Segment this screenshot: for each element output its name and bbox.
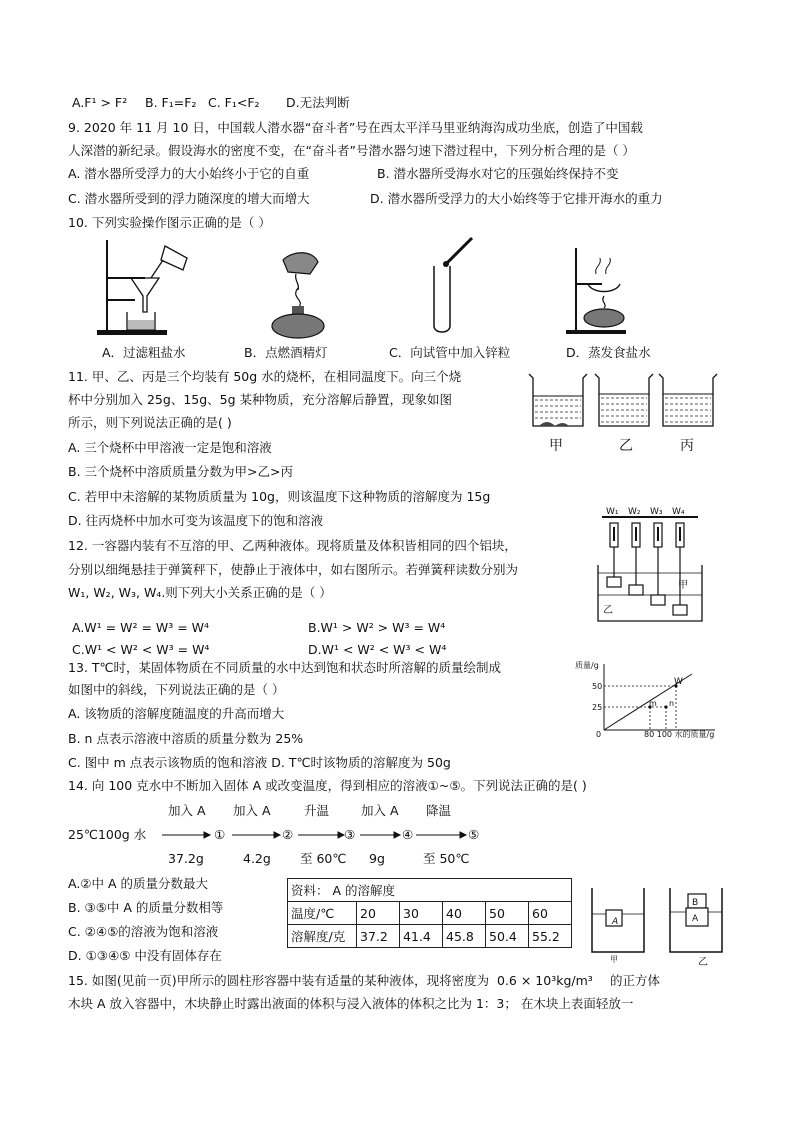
q14-amount-5: 至 50℃ xyxy=(423,851,470,866)
q12-option-d: D.W¹ < W² < W³ < W⁴ xyxy=(308,642,447,657)
q10-stem: 10. 下列实验操作图示正确的是（ ） xyxy=(68,215,271,230)
q15-density: 0.6 × 10³kg/m³ xyxy=(497,973,593,988)
q12-stem-line3: W₁, W₂, W₃, W₄.则下列大小关系正确的是（ ） xyxy=(68,585,332,600)
q14-table-cell: 40 xyxy=(443,902,486,925)
q14-solubility-table xyxy=(287,878,572,948)
q14-node-5: ⑤ xyxy=(468,827,480,842)
q9-option-d: D. 潜水器所受浮力的大小始终等于它排开海水的重力 xyxy=(370,191,663,206)
q9-stem-line1: 9. 2020 年 11 月 10 日，中国载人潜水器“奋斗者”号在西太平洋马里亚纳海沟成功坐底，创造了中国载 xyxy=(68,120,643,135)
q8-option-d: D.无法判断 xyxy=(286,95,350,110)
q12-option-b: B.W¹ > W² > W³ = W⁴ xyxy=(308,620,446,635)
q8-option-b: B. F₁=F₂ xyxy=(145,95,197,110)
q13-graph-xticks: 80 100 水的质量/g xyxy=(644,730,715,739)
q12-stem-line2: 分别以细绳悬挂于弹簧秤下，使静止于液体中，如右图所示。若弹簧秤读数分别为 xyxy=(68,562,519,577)
q12-scale-label-2: W₂ xyxy=(628,507,641,517)
q14-table-cell: 45.8 xyxy=(443,925,486,948)
q10-caption-c: C．向试管中加入锌粒 xyxy=(389,345,511,360)
q14-amount-4: 9g xyxy=(369,851,385,866)
q12-scale-label-4: W₄ xyxy=(672,507,685,517)
q12-liquid-label-yi: 乙 xyxy=(603,605,613,616)
q15-block-b-yi: B xyxy=(692,898,699,908)
q13-graph-point-m: m xyxy=(649,699,657,708)
q14-node-1: ① xyxy=(214,827,226,842)
q13-graph-ytick-50: 50 xyxy=(592,682,603,691)
q15-fig-label-yi: 乙 xyxy=(698,957,708,968)
q14-op-4: 加入 A xyxy=(361,803,399,818)
q11-beakers-figure xyxy=(525,370,725,436)
q15-line2: 木块 A 放入容器中，木块静止时露出液面的体积与浸入液体的体积之比为 1：3； 在木块上表面轻放一 xyxy=(68,996,634,1011)
q11-beaker-bing xyxy=(659,374,717,426)
q14-op-1: 加入 A xyxy=(168,803,206,818)
q14-node-3: ③ xyxy=(344,827,356,842)
q14-table-cell: 60 xyxy=(529,902,572,925)
q10-caption-d: D．蒸发食盐水 xyxy=(566,345,651,360)
q14-table-cell: 37.2 xyxy=(357,925,400,948)
q10-caption-a: A．过滤粗盐水 xyxy=(102,345,186,360)
q14-table-title: 资料： A 的溶解度 xyxy=(288,879,572,902)
q12-option-a: A.W¹ = W² = W³ = W⁴ xyxy=(72,620,210,635)
q14-op-3: 升温 xyxy=(304,803,330,818)
q10-filtration-figure xyxy=(95,238,205,338)
q11-beaker-yi xyxy=(595,374,653,426)
q14-table-row1-label: 温度/℃ xyxy=(288,902,357,925)
q10-caption-b: B．点燃酒精灯 xyxy=(244,345,328,360)
q10-test-tube-figure xyxy=(420,236,480,336)
q12-liquid-label-jia: 甲 xyxy=(678,580,688,591)
q13-stem-line2: 如图中的斜线，下列说法正确的是（ ） xyxy=(68,682,285,697)
q13-option-a: A. 该物质的溶解度随温度的升高而增大 xyxy=(68,706,285,721)
q14-node-2: ② xyxy=(282,827,294,842)
q12-scale-label-1: W₁ xyxy=(606,507,619,517)
q13-graph-point-n: n xyxy=(669,699,675,708)
q14-op-5: 降温 xyxy=(426,803,452,818)
q14-option-b: B. ③⑤中 A 的质量分数相等 xyxy=(68,900,224,915)
q8-option-a: A.F¹ > F² xyxy=(72,95,128,110)
q14-table-cell: 50.4 xyxy=(486,925,529,948)
q14-table-cell: 41.4 xyxy=(400,925,443,948)
q14-amount-1: 37.2g xyxy=(168,851,204,866)
q13-graph-ytick-25: 25 xyxy=(592,703,603,712)
q14-option-c: C. ②④⑤的溶液为饱和溶液 xyxy=(68,924,219,939)
q14-amount-3: 至 60℃ xyxy=(300,851,347,866)
q14-flow-arrows xyxy=(160,828,480,844)
q11-label-bing: 丙 xyxy=(680,438,694,454)
q10-alcohol-lamp-figure xyxy=(258,250,338,340)
q15-containers-figure xyxy=(588,884,728,956)
q11-option-c: C. 若甲中未溶解的某物质质量为 10g，则该温度下这种物质的溶解度为 15g xyxy=(68,489,491,504)
q13-graph-origin: 0 xyxy=(596,730,602,739)
q11-option-d: D. 往丙烧杯中加水可变为该温度下的饱和溶液 xyxy=(68,513,324,528)
q11-label-yi: 乙 xyxy=(619,438,633,454)
q14-node-4: ④ xyxy=(402,827,414,842)
q15-fig-label-jia: 甲 xyxy=(610,955,618,964)
q12-scale-label-3: W₃ xyxy=(650,507,663,517)
q11-stem-line1: 11. 甲、乙、丙是三个均装有 50g 水的烧杯，在相同温度下。向三个烧 xyxy=(68,369,462,384)
q9-option-c: C. 潜水器所受到的浮力随深度的增大而增大 xyxy=(68,191,310,206)
q15-block-a-jia: A xyxy=(612,917,619,927)
q14-option-a: A.②中 A 的质量分数最大 xyxy=(68,876,209,891)
q15-line1-pre: 15. 如图(见前一页)甲所示的圆柱形容器中装有适量的某种液体，现将密度为 xyxy=(68,973,490,988)
q14-amount-2: 4.2g xyxy=(243,851,271,866)
q13-option-b: B. n 点表示溶液中溶质的质量分数为 25% xyxy=(68,731,304,746)
q11-option-a: A. 三个烧杯中甲溶液一定是饱和溶液 xyxy=(68,440,272,455)
q12-stem-line1: 12. 一容器内装有不互溶的甲、乙两种液体。现将质量及体积皆相同的四个铝块， xyxy=(68,538,517,553)
q9-option-a: A. 潜水器所受浮力的大小始终小于它的自重 xyxy=(68,166,310,181)
q13-stem-line1: 13. T℃时，某固体物质在不同质量的水中达到饱和状态时所溶解的质量绘制成 xyxy=(68,660,502,675)
q13-graph-ylabel: 质量/g xyxy=(575,661,599,670)
q14-table-cell: 55.2 xyxy=(529,925,572,948)
q13-option-c: C. 图中 m 点表示该物质的饱和溶液 D. T℃时该物质的溶解度为 50g xyxy=(68,755,451,770)
q14-table-row2-label: 溶解度/克 xyxy=(288,925,357,948)
q9-stem-line2: 人深潜的新纪录。假设海水的密度不变，在“奋斗者”号潜水器匀速下潜过程中，下列分析合理的是（ ） xyxy=(68,143,635,158)
q9-option-b: B. 潜水器所受海水对它的压强始终保持不变 xyxy=(377,166,619,181)
q15-line1-post: 的正方体 xyxy=(610,973,661,988)
q8-option-c: C. F₁<F₂ xyxy=(208,95,260,110)
q14-table-cell: 50 xyxy=(486,902,529,925)
q10-evaporation-figure xyxy=(562,244,642,336)
q11-beaker-jia xyxy=(529,374,587,426)
q15-block-a-yi: A xyxy=(692,914,699,924)
q12-option-c: C.W¹ < W² < W³ = W⁴ xyxy=(72,642,210,657)
q11-stem-line3: 所示，则下列说法正确的是( ) xyxy=(68,415,232,430)
q14-start-label: 25℃100g 水 xyxy=(68,827,147,842)
q11-stem-line2: 杯中分别加入 25g、15g、5g 某种物质，充分溶解后静置，现象如图 xyxy=(68,392,453,407)
q11-option-b: B. 三个烧杯中溶质质量分数为甲>乙>丙 xyxy=(68,464,293,479)
q11-label-jia: 甲 xyxy=(549,438,563,454)
q14-table-cell: 20 xyxy=(357,902,400,925)
q13-graph-point-w: W xyxy=(674,677,683,687)
q14-stem: 14. 向 100 克水中不断加入固体 A 或改变温度，得到相应的溶液①~⑤。下列说法正确的是( ) xyxy=(68,778,587,793)
q14-op-2: 加入 A xyxy=(233,803,271,818)
q14-option-d: D. ①③④⑤ 中没有固体存在 xyxy=(68,948,222,963)
q14-table-cell: 30 xyxy=(400,902,443,925)
